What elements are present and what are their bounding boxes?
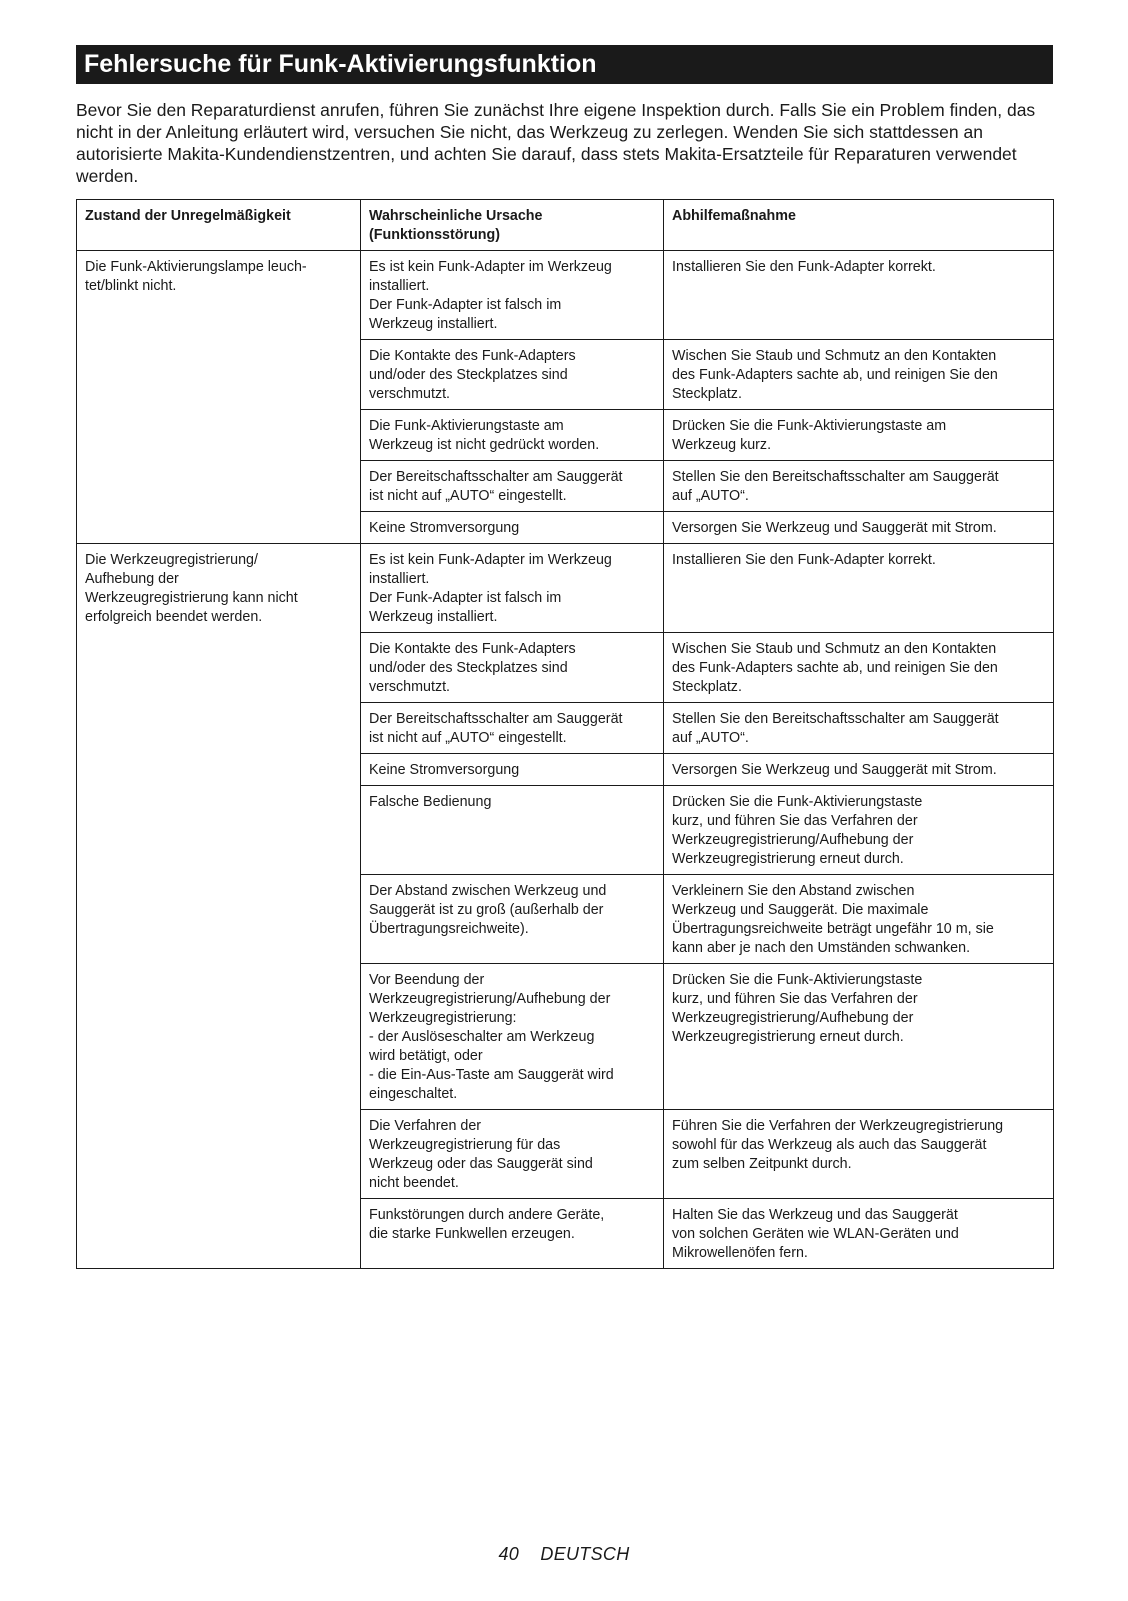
remedy-cell: Drücken Sie die Funk-Aktivierungstaste kurz, und führen Sie das Verfahren der Werkzeugregistrierung/Aufhebung der Werkzeugregistrierung erneut durch. (664, 964, 1054, 1110)
cause-cell: Funkstörungen durch andere Geräte, die starke Funkwellen erzeugen. (361, 1199, 664, 1269)
table-header-row (77, 200, 1054, 251)
condition-cell: Die Funk-Aktivierungslampe leuch- tet/blinkt nicht. (77, 251, 361, 544)
cause-cell: Die Kontakte des Funk-Adapters und/oder des Steckplatzes sind verschmutzt. (361, 340, 664, 410)
header-condition: Zustand der Unregelmäßigkeit (77, 200, 361, 251)
remedy-cell: Wischen Sie Staub und Schmutz an den Kontakten des Funk-Adapters sachte ab, und reinigen Sie den Steckplatz. (664, 340, 1054, 410)
remedy-cell: Versorgen Sie Werkzeug und Sauggerät mit Strom. (664, 512, 1054, 544)
remedy-cell: Versorgen Sie Werkzeug und Sauggerät mit Strom. (664, 754, 1054, 786)
cause-cell: Es ist kein Funk-Adapter im Werkzeug installiert. Der Funk-Adapter ist falsch im Werkzeug installiert. (361, 544, 664, 633)
remedy-cell: Stellen Sie den Bereitschaftsschalter am Sauggerät auf „AUTO“. (664, 703, 1054, 754)
remedy-cell: Verkleinern Sie den Abstand zwischen Werkzeug und Sauggerät. Die maximale Übertragungsreichweite beträgt ungefähr 10 m, sie kann aber je nach den Umständen schwanken. (664, 875, 1054, 964)
cause-cell: Der Bereitschaftsschalter am Sauggerät ist nicht auf „AUTO“ eingestellt. (361, 703, 664, 754)
table-body (77, 251, 1054, 1269)
section-title: Fehlersuche für Funk-Aktivierungsfunktion (76, 45, 1053, 84)
cause-cell: Die Verfahren der Werkzeugregistrierung für das Werkzeug oder das Sauggerät sind nicht beendet. (361, 1110, 664, 1199)
cause-cell: Die Funk-Aktivierungstaste am Werkzeug ist nicht gedrückt worden. (361, 410, 664, 461)
cause-cell: Es ist kein Funk-Adapter im Werkzeug installiert. Der Funk-Adapter ist falsch im Werkzeug installiert. (361, 251, 664, 340)
remedy-cell: Drücken Sie die Funk-Aktivierungstaste kurz, und führen Sie das Verfahren der Werkzeugregistrierung/Aufhebung der Werkzeugregistrierung erneut durch. (664, 786, 1054, 875)
remedy-cell: Halten Sie das Werkzeug und das Sauggerät von solchen Geräten wie WLAN-Geräten und Mikrowellenöfen fern. (664, 1199, 1054, 1269)
cause-cell: Falsche Bedienung (361, 786, 664, 875)
remedy-cell: Installieren Sie den Funk-Adapter korrekt. (664, 544, 1054, 633)
language-label: DEUTSCH (540, 1544, 630, 1564)
cause-cell: Der Bereitschaftsschalter am Sauggerät ist nicht auf „AUTO“ eingestellt. (361, 461, 664, 512)
page-footer (0, 1544, 1128, 1565)
remedy-cell: Stellen Sie den Bereitschaftsschalter am Sauggerät auf „AUTO“. (664, 461, 1054, 512)
remedy-cell: Installieren Sie den Funk-Adapter korrekt. (664, 251, 1054, 340)
cause-cell: Die Kontakte des Funk-Adapters und/oder des Steckplatzes sind verschmutzt. (361, 633, 664, 703)
remedy-cell: Führen Sie die Verfahren der Werkzeugregistrierung sowohl für das Werkzeug als auch das Sauggerät zum selben Zeitpunkt durch. (664, 1110, 1054, 1199)
cause-cell: Vor Beendung der Werkzeugregistrierung/Aufhebung der Werkzeugregistrierung: - der Auslöseschalter am Werkzeug wird betätigt, oder - die Ein-Aus-Taste am Sauggerät wird eingeschaltet. (361, 964, 664, 1110)
remedy-cell: Drücken Sie die Funk-Aktivierungstaste am Werkzeug kurz. (664, 410, 1054, 461)
cause-cell: Keine Stromversorgung (361, 754, 664, 786)
header-cause: Wahrscheinliche Ursache (Funktionsstörung) (361, 200, 664, 251)
table-header (77, 200, 1054, 251)
cause-cell: Der Abstand zwischen Werkzeug und Sauggerät ist zu groß (außerhalb der Übertragungsreichweite). (361, 875, 664, 964)
troubleshooting-table (76, 199, 1054, 1269)
table-row (77, 251, 1054, 340)
cause-cell: Keine Stromversorgung (361, 512, 664, 544)
remedy-cell: Wischen Sie Staub und Schmutz an den Kontakten des Funk-Adapters sachte ab, und reinigen Sie den Steckplatz. (664, 633, 1054, 703)
table-row (77, 544, 1054, 633)
page-number: 40 (498, 1544, 520, 1564)
condition-cell: Die Werkzeugregistrierung/ Aufhebung der Werkzeugregistrierung kann nicht erfolgreich beendet werden. (77, 544, 361, 1269)
header-remedy: Abhilfemaßnahme (664, 200, 1054, 251)
intro-paragraph: Bevor Sie den Reparaturdienst anrufen, führen Sie zunächst Ihre eigene Inspektion durch. Falls Sie ein Problem finden, das nicht in der Anleitung erläutert wird, versuchen Sie nicht, das Werkzeug zu zerlegen. Wenden Sie sich stattdessen an autorisierte Makita-Kundendienstzentren, und achten Sie darauf, dass stets Makita-Ersatzteile für Reparaturen verwendet werden. (76, 100, 1036, 186)
